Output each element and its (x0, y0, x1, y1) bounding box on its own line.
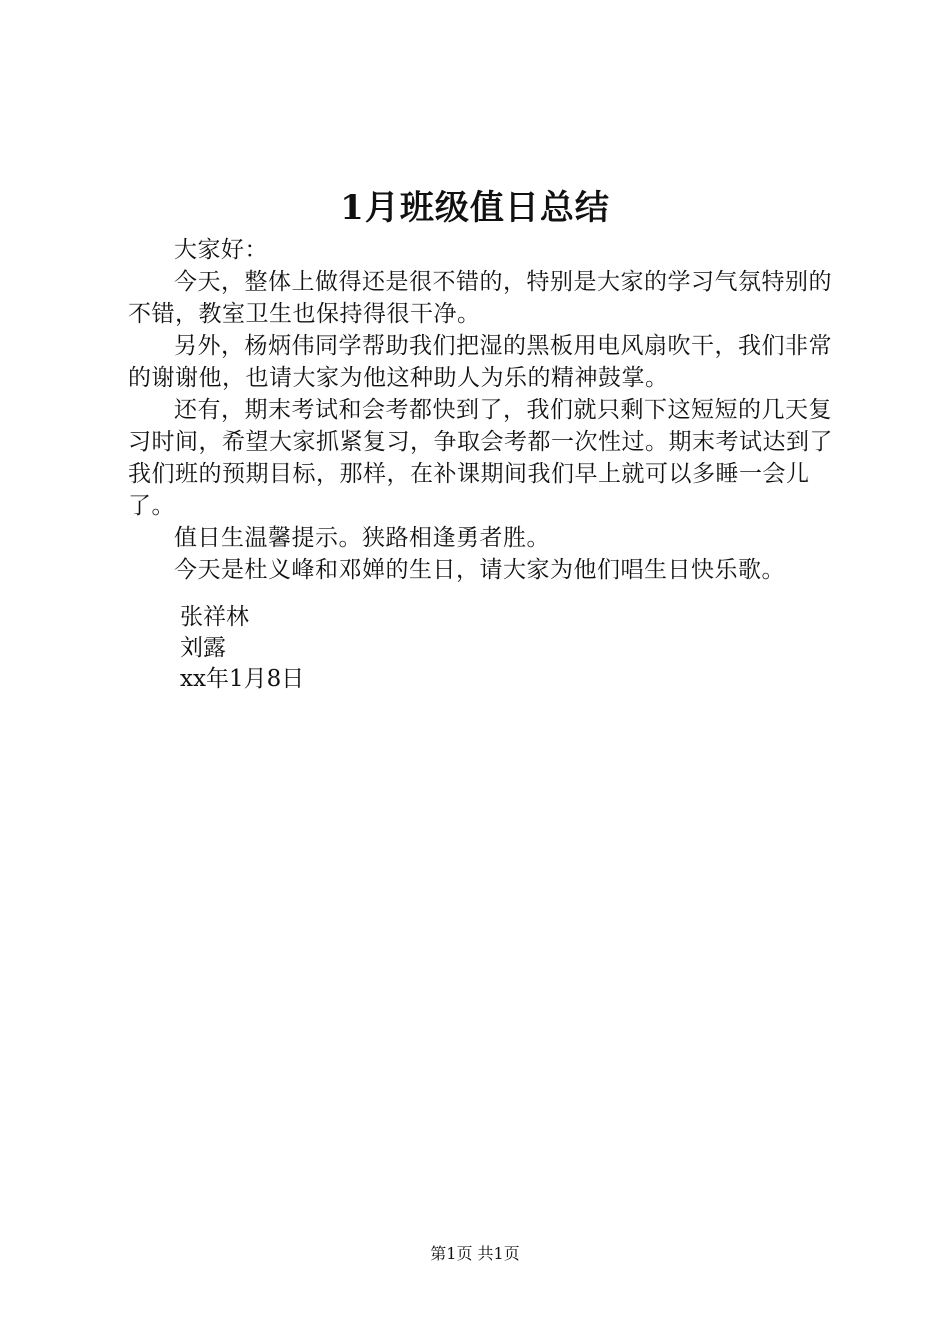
paragraph-3: 还有，期末考试和会考都快到了，我们就只剩下这短短的几天复习时间，希望大家抓紧复习，争取会考都一次性过。期末考试达到了我们班的预期目标，那样，在补课期间我们早上就可以多睡一会儿了。 (128, 397, 833, 519)
greeting-paragraph: 大家好： (174, 237, 268, 263)
document-body (128, 234, 838, 586)
paragraph-5: 今天是杜义峰和邓婵的生日，请大家为他们唱生日快乐歌。 (174, 557, 785, 583)
signature-block (180, 602, 304, 695)
signature-name-1: 张祥林 (180, 604, 249, 630)
paragraph-4: 值日生温馨提示。狭路相逢勇者胜。 (174, 525, 550, 551)
paragraph-1: 今天，整体上做得还是很不错的，特别是大家的学习气氛特别的不错，教室卫生也保持得很干净。 (128, 269, 832, 327)
signature-name-2: 刘露 (180, 635, 226, 661)
signature-date: xx年1月8日 (180, 666, 305, 692)
document-title: 1月班级值日总结 (340, 188, 610, 228)
paragraph-2: 另外，杨炳伟同学帮助我们把湿的黑板用电风扇吹干，我们非常的谢谢他，也请大家为他这种助人为乐的精神鼓掌。 (128, 333, 832, 391)
page-footer: 第1页 共1页 (430, 1244, 520, 1263)
